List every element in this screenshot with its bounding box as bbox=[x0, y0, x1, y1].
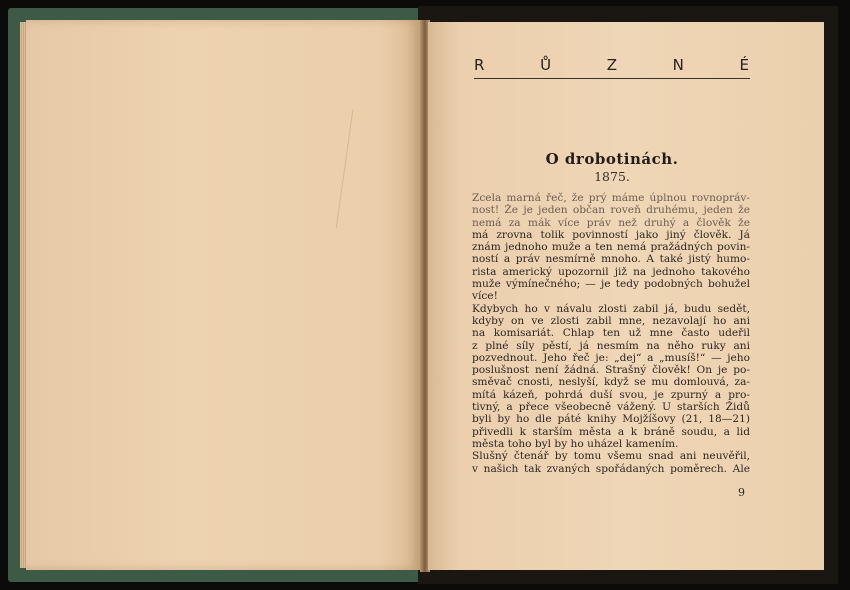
paper-crease bbox=[336, 109, 373, 231]
text-line: pozvednout. Jeho řeč je: „dej“ a „musíš!“ — jeho bbox=[472, 351, 750, 364]
page-edges bbox=[20, 22, 26, 568]
running-header-letter: Ů bbox=[540, 56, 553, 74]
text-line: kdyby on ve zlosti zabil mne, nezavolají ho ani bbox=[472, 314, 750, 327]
left-blank-page bbox=[26, 20, 420, 570]
article-body bbox=[472, 192, 750, 475]
running-header-letter: R bbox=[474, 56, 486, 74]
running-header-letter: N bbox=[672, 56, 685, 74]
text-line: má zrovna tolik povinností jako jiný člověk. Já bbox=[472, 228, 750, 241]
text-line: Slušný čtenář by tomu všemu snad ani neuvěřil, bbox=[472, 450, 750, 463]
article-year: 1875. bbox=[594, 169, 630, 184]
running-header bbox=[474, 56, 750, 74]
text-line: rista americký upozornil již na jednoho takového bbox=[472, 265, 750, 278]
running-header-letter: Z bbox=[606, 56, 618, 74]
text-line: na komisariát. Chlap ten už mne často udeřil bbox=[472, 327, 750, 340]
text-line: mítá kázeň, pohrdá duší svou, je zpurný a pro- bbox=[472, 388, 750, 401]
text-line: v našich tak zvaných spořádaných poměrech. Ale bbox=[472, 462, 750, 475]
text-line: směvač cnosti, neslyší, když se mu domlouvá, za- bbox=[472, 376, 750, 389]
article-title: O drobotinách. bbox=[545, 150, 679, 168]
text-line: byli by ho dle páté knihy Mojžíšovy (21, 18—21) bbox=[472, 413, 750, 426]
text-line: nost! Že je jeden občan roveň druhému, jeden že bbox=[472, 204, 750, 217]
text-line: nemá za mák více práv než druhý a člověk že bbox=[472, 216, 750, 229]
text-line: Zcela marná řeč, že prý máme úplnou rovnopráv- bbox=[472, 192, 750, 204]
text-line: muže výmínečného; — je tedy podobných bohužel bbox=[472, 278, 750, 291]
text-line: města toho byl by ho uházel kamením. bbox=[472, 437, 679, 450]
text-line: poslušnost není žádná. Strašný člověk! On je po- bbox=[472, 364, 750, 377]
text-line: z plné síly pěstí, já nesmím na něho ruky ani bbox=[472, 339, 750, 352]
text-line: více! bbox=[472, 290, 498, 303]
text-line: Kdybych ho v návalu zlosti zabil já, budu sedět, bbox=[472, 302, 750, 315]
page-number: 9 bbox=[738, 486, 745, 499]
text-line: ností a práv nesmírně mnoho. A také jistý humo- bbox=[472, 253, 750, 266]
header-rule bbox=[474, 78, 750, 79]
text-line: tivný, a přece všeobecně vážený. U starších Židů bbox=[472, 401, 750, 414]
text-line: znám jednoho muže a ten nemá pražádných povin- bbox=[472, 241, 750, 254]
text-line: přivedli k starším města a k bráně soudu, a lid bbox=[472, 425, 750, 438]
running-header-letter: É bbox=[739, 56, 750, 74]
